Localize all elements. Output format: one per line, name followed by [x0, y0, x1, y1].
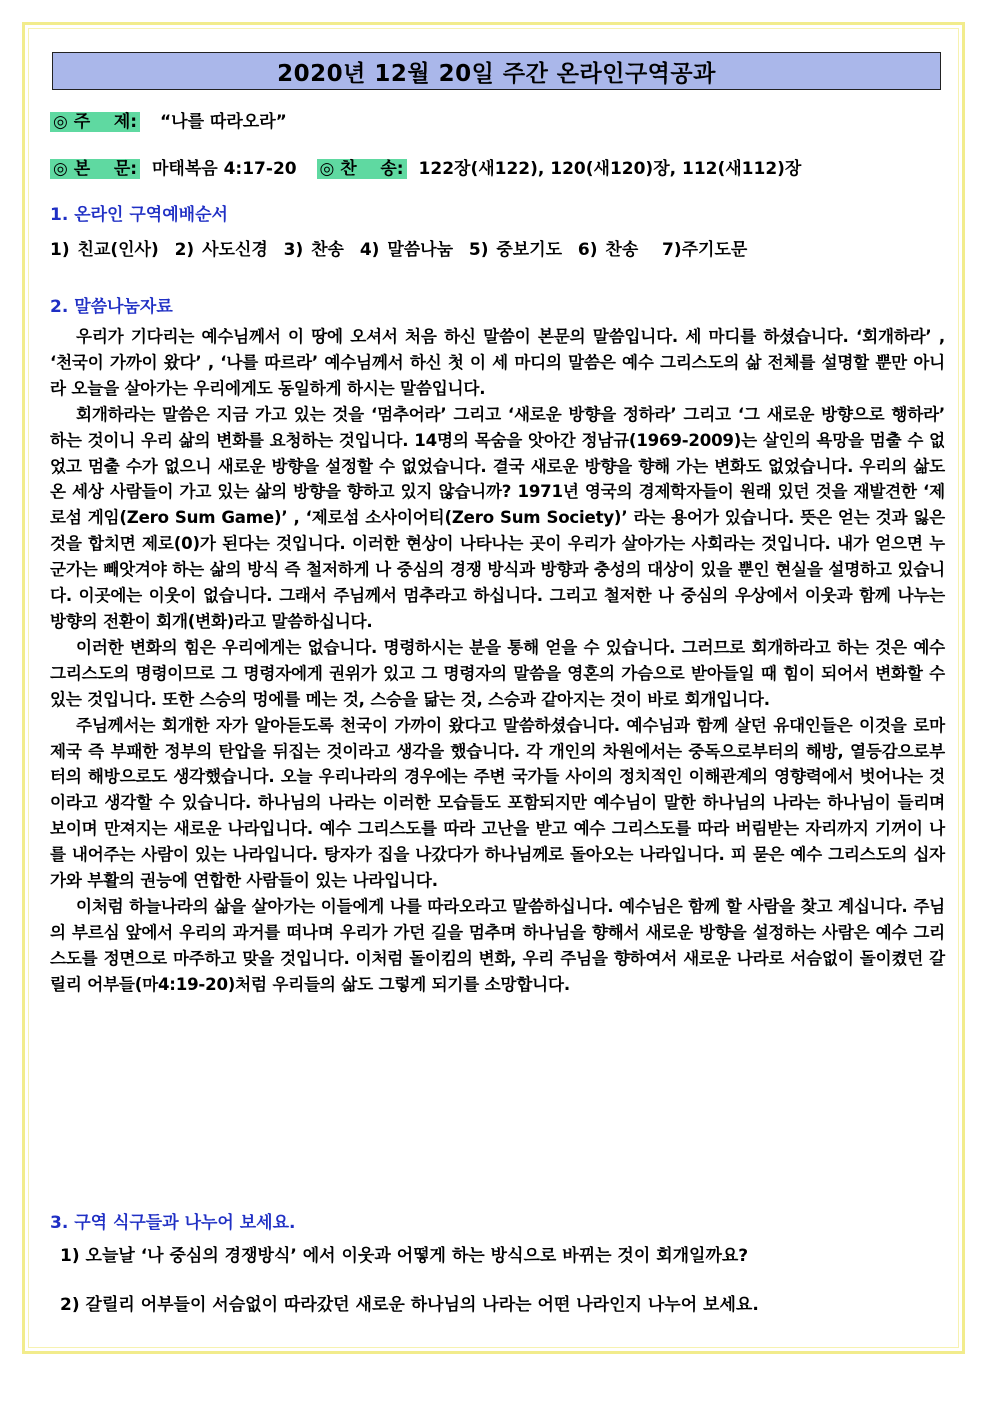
page-title [52, 52, 941, 90]
sermon-paragraph: 이처럼 하늘나라의 삶을 살아가는 이들에게 나를 따라오라고 말씀하십니다. 예수님은 함께 할 사람을 찾고 계십니다. 주님의 부르심 앞에서 우리의 과거를 떠나며 우리가 가던 길을 멈추며 하나님을 향해서 새로운 방향을 설정하는 사람은 예수 그리스도를 정면으로 마주하고 맞을 것입니다. 이처럼 돌이킴의 변화, 우리 주님을 향하여서 새로운 나라로 서슴없이 돌이켰던 갈릴리 어부들(마4:19-20)처럼 우리들의 삶도 그렇게 되기를 소망합니다. [50, 896, 945, 994]
scripture-hymn-row [50, 154, 801, 179]
sermon-paragraph: 회개하라는 말씀은 지금 가고 있는 것을 ‘멈추어라’ 그리고 ‘새로운 방향을 정하라’ 그리고 ‘그 새로운 방향으로 행하라’ 하는 것이니 우리 삶의 변화를 요청하는 것입니다. 14명의 목숨을 앗아간 정남규(1969-2009)는 살인의 욕망을 멈출 수 없었고 멈출 수가 없으니 새로운 방향을 설정할 수 없었습니다. 결국 새로운 방향을 향해 가는 변화도 없었습니다. 우리의 삶도 온 세상 사람들이 가고 있는 삶의 방향을 향하고 있지 않습니까? 1971년 영국의 경제학자들이 원래 있던 것을 재발견한 ‘제로섬 게임(Zero Sum Game)’ , ‘제로섬 소사이어티(Zero Sum Society)’ 라는 용어가 있습니다. 뜻은 얻는 것과 잃은 것을 합치면 제로(0)가 된다는 것입니다. 이러한 현상이 나타나는 곳이 우리가 살아가는 사회라는 것입니다. 내가 얻으면 누군가는 빼앗겨야 하는 삶의 방식 즉 철저하게 나 중심의 경쟁 방식과 방향과 충성의 대상이 있을 뿐인 현실을 설명하고 있습니다. 이곳에는 이웃이 없습니다. 그래서 주님께서 멈추라고 하십니다. 그리고 철저한 나 중심의 우상에서 이웃과 함께 나누는 방향의 전환이 회개(변화)라고 말씀하십니다. [50, 404, 945, 631]
hymn-value: 122장(새122), 120(새120)장, 112(새112)장 [418, 159, 802, 179]
worship-order: 1) 친교(인사) 2) 사도신경 3) 찬송 4) 말씀나눔 5) 중보기도 6) 찬송 7)주기도문 [50, 240, 748, 260]
sermon-paragraph: 주님께서는 회개한 자가 알아듣도록 천국이 가까이 왔다고 말씀하셨습니다. 예수님과 함께 살던 유대인들은 이것을 로마제국 즉 부패한 정부의 탄압을 뒤집는 것이라고 생각을 했습니다. 각 개인의 차원에서는 중독으로부터의 해방, 열등감으로부터의 해방으로도 생각했습니다. 오늘 우리나라의 경우에는 주변 국가들 사이의 정치적인 이해관계의 영향력에서 벗어나는 것이라고 생각할 수 있습니다. 하나님의 나라는 이러한 모습들도 포함되지만 예수님이 말한 하나님의 나라는 하나님이 들리며 보이며 만져지는 새로운 나라입니다. 예수 그리스도를 따라 고난을 받고 예수 그리스도를 따라 버림받는 자리까지 기꺼이 나를 내어주는 사람이 있는 나라입니다. 탕자가 집을 나갔다가 하나님께로 돌아오는 나라입니다. 피 묻은 예수 그리스도의 십자가와 부활의 권능에 연합한 사람들이 있는 나라입니다. [50, 715, 945, 891]
theme-row [50, 107, 287, 132]
section2-heading: 2. 말씀나눔자료 [50, 297, 173, 317]
sermon-paragraph: 우리가 기다리는 예수님께서 이 땅에 오셔서 처음 하신 말씀이 본문의 말씀입니다. 세 마디를 하셨습니다. ‘회개하라’ , ‘천국이 가까이 왔다’ , ‘나를 따르라’ 예수님께서 하신 첫 이 세 마디의 말씀은 예수 그리스도의 삶 전체를 설명할 뿐만 아니라 오늘을 살아가는 우리에게도 동일하게 하시는 말씀입니다. [50, 327, 945, 398]
sermon-paragraph: 이러한 변화의 힘은 우리에게는 없습니다. 명령하시는 분을 통해 얻을 수 있습니다. 그러므로 회개하라고 하는 것은 예수 그리스도의 명령이므로 그 명령자에게 권위가 있고 그 명령자의 말씀을 영혼의 가슴으로 받아들일 때 힘이 되어서 변화할 수 있는 것입니다. 또한 스승의 멍에를 메는 것, 스승을 닮는 것, 스승과 같아지는 것이 바로 회개입니다. [50, 637, 945, 709]
discussion-question-1: 1) 오늘날 ‘나 중심의 경쟁방식’ 에서 이웃과 어떻게 하는 방식으로 바뀌는 것이 회개일까요? [60, 1246, 749, 1266]
section3-heading: 3. 구역 식구들과 나누어 보세요. [50, 1213, 296, 1233]
discussion-question-2: 2) 갈릴리 어부들이 서슴없이 따라갔던 새로운 하나님의 나라는 어떤 나라인지 나누어 보세요. [60, 1295, 759, 1315]
page-title-text: 2020년 12월 20일 주간 온라인구역공과 [277, 60, 716, 87]
theme-label: ◎ 주 제: [50, 112, 140, 132]
sermon-text [50, 324, 945, 998]
scripture-label: ◎ 본 문: [50, 159, 140, 179]
scripture-value: 마태복음 4:17-20 [152, 159, 297, 179]
theme-value: “나를 따라오라” [160, 112, 287, 132]
hymn-label: ◎ 찬 송: [317, 159, 407, 179]
section1-heading: 1. 온라인 구역예배순서 [50, 205, 228, 225]
